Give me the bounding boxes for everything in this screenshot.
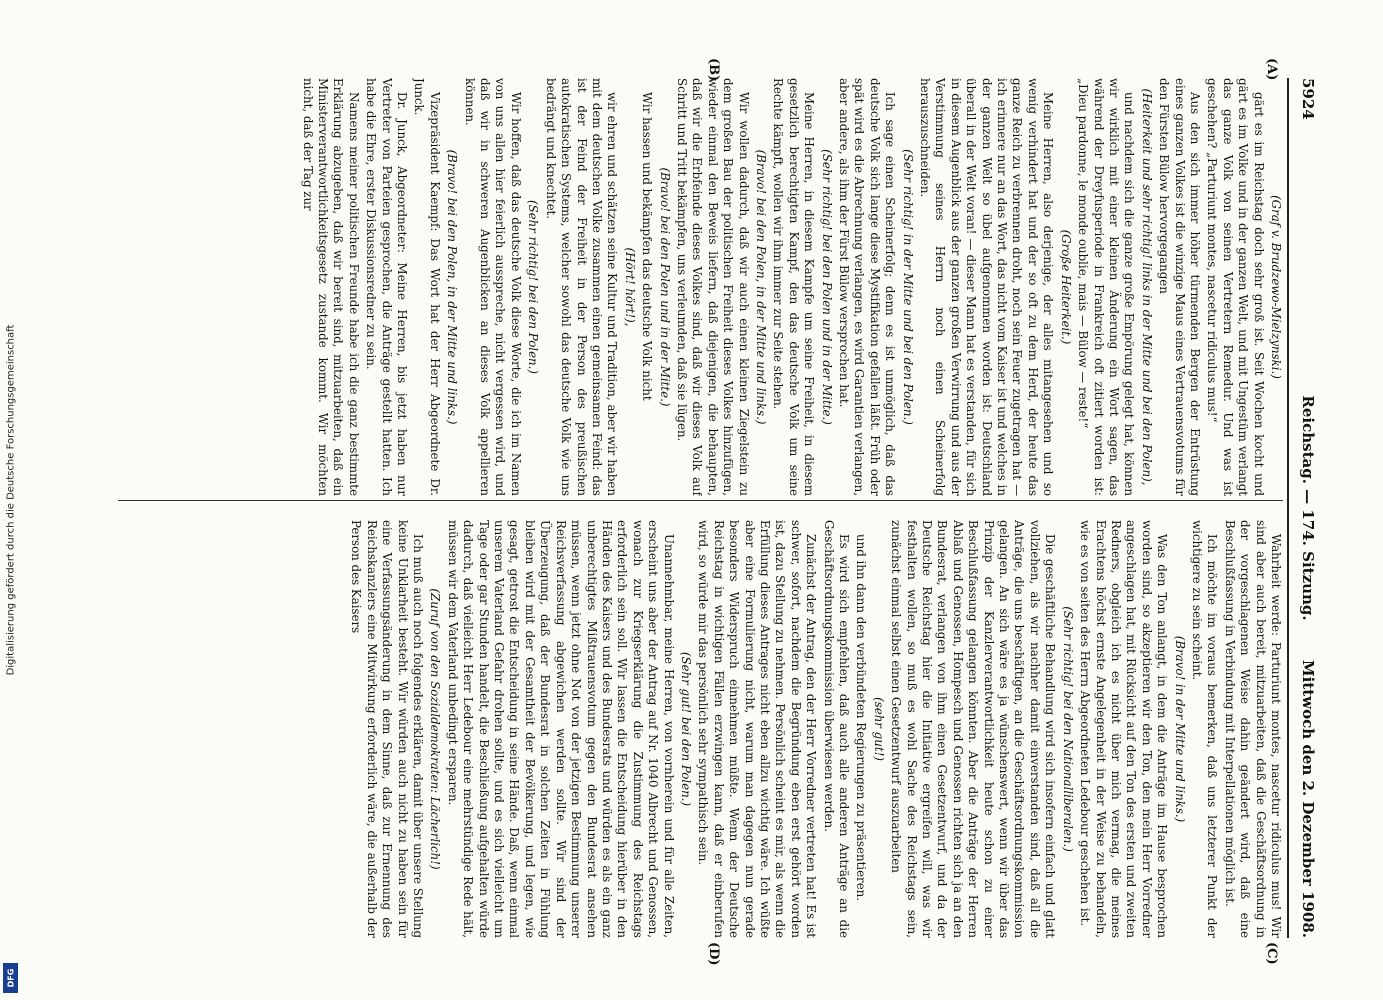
paragraph: (Sehr richtig! in der Mitte und bei den Polen.): [900, 149, 915, 425]
paragraph: (Sehr richtig! bei den Nationalliberalen.): [1060, 606, 1075, 852]
paragraph: Ich sage einen Scheinerfolg; denn es ist unmöglich, daß das deutsche Volk sich lange diese Mystifikation gefallen läßt. Früh oder spät wird es die Abrechnung verlangen, es wird Garantien verlangen, aber andere, als ihm der Fürst Bülow versprochen hat.: [837, 78, 898, 496]
column-divider: [118, 500, 1283, 501]
paragraph: (Bravo! bei den Polen, in der Mitte und links.): [754, 149, 768, 425]
paragraph: (Bravo! bei den Polen, in der Mitte und links.): [445, 149, 460, 425]
paragraph: (Zuruf von den Sozialdemokraten: Lächerlich!): [428, 588, 443, 870]
paragraph: Meine Herren, in diesem Kampfe um seine Freiheit, in diesem gesetzlich berechtigten Kampf, den das deutsche Volk um seine Rechte kämpft, wollen wir ihm immer zur Seite stehen.: [771, 78, 817, 496]
page-header: [1293, 78, 1317, 938]
paragraph: Wir hoffen, daß das deutsche Volk diese Worte, die ich im Namen von uns allen hier feierlich ausspreche, nicht vergessen wird, und daß wir in schweren Augenblicken an dieses Volk appellieren können.: [462, 78, 523, 496]
paragraph: Namens meiner politischen Freunde habe ich die ganz bestimmte Erklärung abzugeben, daß wir bereit sind, mitzuarbeiten, daß ein Ministerverantwortlichkeitsgesetz zustande kommt. Wir möchten nicht, daß der Tag zur: [300, 78, 361, 496]
paragraph: und nachdem sich die ganze große Empörung gelegt hat, können wir wirklich mit einer kleinen Änderung ein Wort sagen, das während der Dreyfusperiode in Frankreich oft zitiert worden ist: „Dieu pardonne, le monde oublie, mais — Bülow — reste!“: [1076, 78, 1137, 496]
paragraph: (Heiterkeit und sehr richtig! links in der Mitte und bei den Polen),: [1139, 88, 1154, 486]
paragraph: Aus den sich immer höher türmenden Bergen der Entrüstung eines ganzen Volkes ist die winzige Maus eines Vertrauensvotums für den Fürsten Bülow hervorgegangen: [1157, 78, 1202, 496]
page-number: 5924: [1299, 78, 1317, 120]
paragraph: Was den Ton anlangt, in dem die Anträge im Hause besprochen worden sind, so akzeptieren wir den Ton, den mein Herr Vorredner angeschlagen hat, mit Rücksicht auf den Ton des ersten und zweiten Redners, obgleich ich es nicht über mich vermag, die meines Erachtens höchst ernste Angelegenheit in der Weise zu behandeln, wie es von seiten des Herrn Abgeordneten Ledebour geschehen ist.: [1078, 520, 1170, 938]
paragraph: wir ehren und schätzen seine Kultur und Tradition, aber wir haben mit dem deutschen Volke zusammen einen gemeinsamen Feind: das ist der Feind der Freiheit in der Person des preußischen autokratischen Systems, welcher sowohl das deutsche Volk wie uns bedrängt und knechtet.: [543, 78, 620, 496]
paragraph: (Sehr richtig! bei den Polen.): [526, 199, 541, 375]
paragraph: Die geschäftliche Behandlung wird sich insofern einfach und glatt vollziehen, als wir nachher damit einverstanden sind, daß all die Anträge, die uns beschäftigen, an die Geschäftsordnungskommission gelangen. An sich wäre es ja wünschenswert, wenn wir über das Prinzip der Kanzlerverantwortlichkeit heute schon zu einer Beschlußfassung gelangen könnten. Aber die Anträge der Herren Ablaß und Genossen, Hompesch und Genossen richten sich ja an den Bundesrat, verlangen von ihm einen Gesetzentwurf, und da der Deutsche Reichstag hier die Initiative ergreifen will, was wir festhalten wollen, so muß es wohl Sache des Reichstags sein, zunächst einmal selbst einen Gesetzentwurf auszuarbeiten: [889, 520, 1058, 938]
sidebar-credit: [0, 0, 22, 1000]
paragraph: Unannehmbar, meine Herren, von vornherein und für alle Zeiten, erscheint uns aber der Antrag auf Nr. 1040 Albrecht und Genossen, wonach zur Kriegserklärung die Zustimmung des Reichstags erforderlich sein soll. Wir lassen die Entscheidung hierüber in den Händen des Kaisers und des Bundesrats und würden es als ein ganz unberechtigtes Mißtrauensvotum gegen den Bundesrat ansehen müssen, wenn jetzt ohne Not von der jetzigen Bestimmung unserer Reichsverfassung abgewichen werden sollte. Wir sind der Überzeugung, daß der Bundesrat in solchen Zeiten in Fühlung bleiben wird mit der Gesamtheit der Bevölkerung, und legen, wie gesagt, getrost die Entscheidung in seine Hände. Daß, wenn einmal unserem Vaterland Gefahr drohen sollte, und es sich vielleicht um Tage oder gar Stunden handelt, die Beschließung aufgehalten würde dadurch, daß vielleicht Herr Ledebour eine mehrstündige Rede hält, müssen wir dem Vaterland unbedingt ersparen.: [445, 520, 676, 938]
paragraph: Es wird sich empfehlen, daß auch alle anderen Anträge an die Geschäftsordnungskommission überwiesen werden.: [821, 520, 852, 938]
left-column: [118, 78, 1283, 496]
marker-d: (D): [706, 942, 721, 966]
marker-b: (B): [706, 58, 721, 82]
paragraph: (Hört! hört!),: [622, 247, 637, 327]
paragraph: Ich muß auch noch folgendes erklären, damit über unsere Stellung keine Unklarheit besteht. Wir würden auch nicht zu haben sein für eine Verfassungsänderung in dem Sinne, daß zur Ernennung des Reichskanzlers eine Mitwirkung erforderlich wäre, die außerhalb der Person des Kaisers: [349, 520, 426, 938]
rotated-page: [83, 0, 1383, 1000]
session-date: Mittwoch den 2. Dezember 1908.: [1299, 660, 1317, 938]
paragraph: Wir hassen und bekämpfen das deutsche Volk nicht: [640, 92, 655, 401]
paragraph: Ich möchte im voraus bemerken, daß uns letzterer Punkt der wichtigere zu sein scheint.: [1189, 520, 1220, 938]
paragraph: Vizepräsident Kaempf: Das Wort hat der Herr Abgeordnete Dr. Junck.: [412, 78, 442, 496]
dfg-logo: DFG: [3, 963, 18, 993]
paragraph: (Sehr richtig! bei den Polen und in der Mitte.): [819, 149, 834, 425]
paragraph: gärt es im Reichstag doch sehr groß ist. Seit Wochen kocht und gärt es im Volke und in der ganzen Welt, und mit Ungestüm verlangt das ganze Volk von seinen Vertretern Remedur. Und was ist geschehen? „Parturiunt montes, nascetur ridiculus mus!“: [1205, 78, 1266, 496]
funding-credit: Digitalisierung gefördert durch die Deutsche Forschungsgemeinschaft: [5, 324, 17, 676]
paragraph: Wahrheit werde: Parturiunt montes, nascetur ridiculus mus! Wir sind aber auch bereit, mitzuarbeiten, daß die Geschäftsordnung in der vorgeschlagenen Weise dahin geändert wird, daß eine Beschlußfassung in Verbindung mit Interpellationen möglich ist.: [1222, 520, 1283, 938]
paragraph: (sehr gut!): [871, 697, 886, 761]
header-rule: [1287, 78, 1289, 938]
paragraph: (Bravo! bei den Polen und in der Mitte.): [657, 167, 672, 407]
paragraph: Meine Herren, also derjenige, der alles mitangesehen und so wenig verhindert hat und der so oft zu dem Herd, der heute das ganze Reich zu verbrennen droht, noch sein Feuer zugetragen hat — ich erinnere nur an das Wort, das nicht vom Kaiser ist und welches in der ganzen Welt so übel aufgenommen worden ist: Deutschland überall in der Welt voran! — dieser Mann hat es verstanden, für sich in diesem Augenblick aus der ganzen großen Verwirrung und aus der Verstimmung seines Herrn noch einen Scheinerfolg herauszuschneiden.: [918, 78, 1056, 496]
right-column: [118, 520, 1283, 938]
paragraph: (Graf v. Brudzewo-Mielzynski.): [1269, 195, 1283, 379]
paragraph: Dr. Junck, Abgeordneter: Meine Herren, bis jetzt haben nur Vertreter von Parteien gesprochen, die Anträge gestellt hatten. Ich habe die Ehre, erster Diskussionsredner zu sein.: [364, 78, 410, 496]
marker-c: (C): [1264, 942, 1279, 965]
paragraph: und ihn dann den verbündeten Regierungen zu präsentieren.: [854, 534, 869, 902]
paragraph: Wir wollen dadurch, daß wir auch einen kleinen Ziegelstein zu dem großen Bau der politischen Freiheit dieses Volkes hinzufügen, wieder einmal den Beweis liefern, daß diejenigen, die behaupten, daß wir die Erbfeinde dieses Volkes sind, daß wir dieses Volk auf Schritt und Tritt bekämpfen, uns verleumden, daß sie lügen.: [674, 78, 751, 496]
paragraph: (Große Heiterkeit.): [1058, 229, 1073, 345]
session-title: Reichstag. — 174. Sitzung.: [1299, 395, 1317, 621]
marker-a: (A): [1264, 58, 1279, 81]
paragraph: (Sehr gut! bei den Polen.): [678, 651, 693, 807]
paragraph: Zunächst der Antrag, den der Herr Vorredner vertreten hat! Es ist schwer, sofort, nachdem die Begründung eben erst gehört worden ist, dazu Stellung zu nehmen. Persönlich scheint es mir, als wenn die Erfüllung dieses Antrages nicht eben allzu wichtig wäre. Ich wüßte aber eine Formulierung nicht, warum man dagegen nun gerade besonders Widerspruch einnehmen müßte. Wenn der Deutsche Reichstag in wichtigen Fällen erzwingen kann, daß er einberufen wird, so würde mir das persönlich sehr sympathisch sein.: [696, 520, 819, 938]
paragraph: (Bravo! in der Mitte und links.): [1172, 635, 1187, 823]
